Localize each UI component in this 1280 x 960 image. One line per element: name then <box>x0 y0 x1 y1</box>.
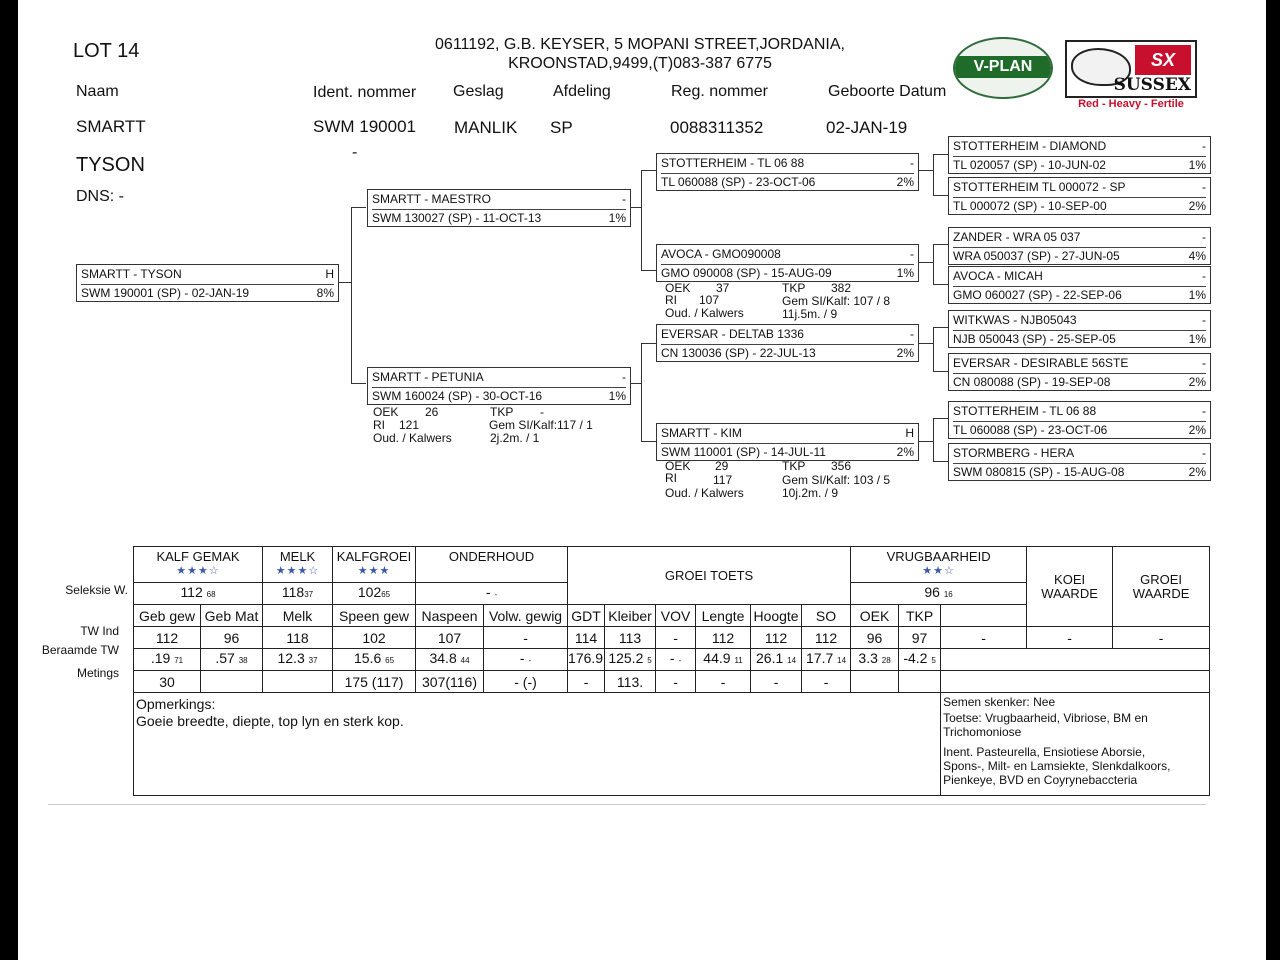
dsd-mark: - <box>1202 356 1206 370</box>
beraamde-tw-cell <box>656 649 696 671</box>
tw-ind-value: 113 <box>605 627 656 649</box>
tw-ind-value: 112 <box>696 627 751 649</box>
value-naam: SMARTT <box>76 117 146 136</box>
sd-mark: - <box>910 247 914 261</box>
seleksie-vrugbaarheid-acc: 16 <box>943 590 953 599</box>
sd-id: GMO 090008 (SP) - 15-AUG-09 <box>661 266 832 280</box>
vplan-logo-text: V-PLAN <box>953 56 1053 78</box>
sdd-name: AVOCA - MICAH <box>953 269 1043 283</box>
ssd-mark: - <box>1202 180 1206 194</box>
group-kalf-gemak <box>134 547 263 583</box>
sire-pct: 1% <box>608 211 626 225</box>
opmerkings-text: Goeie breedte, diepte, top lyn en sterk kop. <box>136 713 404 729</box>
dam-stat-tkp: - <box>540 405 544 419</box>
dam-stat-oud: 2j.2m. / 1 <box>490 431 540 445</box>
metings-value: 307(116) <box>416 671 484 693</box>
breeder-address-line1: 0611192, G.B. KEYSER, 5 MOPANI STREET,JORDANIA, <box>435 36 845 53</box>
beraamde-tw-accuracy: 38 <box>238 656 248 665</box>
dam-id: SWM 160024 (SP) - 30-OCT-16 <box>372 389 543 403</box>
beraamde-tw-value: 15.6 <box>353 650 382 666</box>
beraamde-tw-cell <box>696 649 751 671</box>
vrugbaarheid-stars-icon: ★★☆ <box>922 565 955 577</box>
group-kalfgroei <box>333 547 416 583</box>
toetse-line1: Toetse: Vrugbaarheid, Vibriose, BM en <box>943 711 1148 725</box>
row-label-beraamde: Beraamde TW <box>41 643 119 657</box>
tw-ind-value: 112 <box>751 627 802 649</box>
dd-stat-oek: 29 <box>715 459 729 473</box>
opmerkings-cell <box>134 693 941 796</box>
pedigree-sss <box>948 136 1211 174</box>
sussex-logo <box>1065 40 1197 114</box>
label-geboorte: Geboorte Datum <box>828 83 947 100</box>
sd-stat-oud: 11j.5m. / 9 <box>782 307 838 321</box>
dam-stat-ri-label: RI <box>373 418 385 432</box>
beraamde-tw-cell <box>802 649 851 671</box>
column-header: Naspeen <box>416 605 484 627</box>
value-reg: 0088311352 <box>670 118 764 137</box>
group-melk <box>263 547 333 583</box>
dam-stat-tkp-label: TKP <box>490 405 514 419</box>
groei-waarde-line1: GROEI <box>1140 571 1183 587</box>
group-onderhoud: ONDERHOUD <box>416 547 568 583</box>
seleksie-melk-value: 118 <box>281 584 305 600</box>
beraamde-tw-accuracy: 11 <box>734 656 743 665</box>
dsd-name: EVERSAR - DESIRABLE 56STE <box>953 356 1129 370</box>
seleksie-kalf-gemak-value: 112 <box>180 584 203 600</box>
ds-mark: - <box>910 327 914 341</box>
column-header: Geb gew <box>134 605 201 627</box>
metings-value: 113. <box>605 671 656 693</box>
metings-value <box>851 671 899 693</box>
dss-id: NJB 050043 (SP) - 25-SEP-05 <box>953 332 1116 346</box>
tw-ind-waarde-value: - <box>941 627 1027 649</box>
pedigree-sire-sire <box>656 153 919 191</box>
seleksie-onderhoud <box>416 583 568 605</box>
label-geslag: Geslag <box>453 83 504 100</box>
semen-donor: Semen skenker: Nee <box>943 695 1056 709</box>
column-header: GDT <box>568 605 605 627</box>
sussex-wordmark: SUSSEX <box>1113 75 1191 95</box>
sire-mark: - <box>622 192 626 206</box>
metings-value: - <box>568 671 605 693</box>
kalfgroei-stars-icon: ★★★ <box>357 565 391 577</box>
koei-waarde <box>1027 547 1113 627</box>
beraamde-tw-cell <box>201 649 263 671</box>
dss-name: WITKWAS - NJB05043 <box>953 313 1077 327</box>
beraamde-tw-accuracy: 44 <box>460 656 470 665</box>
column-header: Melk <box>263 605 333 627</box>
group-vrugbaarheid-label: VRUGBAARHEID <box>886 549 991 564</box>
value-geslag: MANLIK <box>454 118 518 137</box>
sds-name: ZANDER - WRA 05 037 <box>953 230 1081 244</box>
beraamde-tw-cell <box>134 649 201 671</box>
label-ident: Ident. nommer <box>313 84 417 101</box>
dsd-id: CN 080088 (SP) - 19-SEP-08 <box>953 375 1111 389</box>
sd-stat-gem: Gem SI/Kalf: 107 / 8 <box>782 294 891 308</box>
tw-ind-value: 102 <box>333 627 416 649</box>
row-label-seleksie: Seleksie W. <box>65 583 128 597</box>
ds-id: CN 130036 (SP) - 22-JUL-13 <box>661 346 816 360</box>
dd-mark: H <box>905 426 914 440</box>
ssd-name: STOTTERHEIM TL 000072 - SP <box>953 180 1126 194</box>
dds-pct: 2% <box>1188 423 1206 437</box>
dsd-pct: 2% <box>1188 375 1206 389</box>
column-header: Kleiber <box>605 605 656 627</box>
dd-stat-tkp-label: TKP <box>782 459 806 473</box>
beraamde-tw-value: 3.3 <box>858 650 878 666</box>
seleksie-melk-acc: 37 <box>304 590 314 599</box>
sire-id: SWM 130027 (SP) - 11-OCT-13 <box>372 211 542 225</box>
seleksie-onderhoud-value: - <box>485 584 491 600</box>
column-header: Lengte <box>696 605 751 627</box>
tw-ind-value: 107 <box>416 627 484 649</box>
inent-line3: Pienkeye, BVD en Coyrynebaccteria <box>943 773 1138 787</box>
dd-stat-oek-label: OEK <box>665 459 691 473</box>
opmerkings-row <box>134 693 1210 796</box>
sussex-tagline: Red - Heavy - Fertile <box>1078 98 1184 110</box>
beraamde-tw-accuracy: - <box>528 656 532 665</box>
beraamde-tw-accuracy: 28 <box>881 656 891 665</box>
seleksie-vrugbaarheid <box>851 583 1027 605</box>
sds-mark: - <box>1202 230 1206 244</box>
seleksie-kalf-gemak <box>134 583 263 605</box>
sss-pct: 1% <box>1188 158 1206 172</box>
tw-ind-row <box>134 627 1210 649</box>
dd-stat-oud-label: Oud. / Kalwers <box>665 486 744 500</box>
beraamde-waarde-blank <box>941 649 1210 671</box>
sss-id: TL 020057 (SP) - 10-JUN-02 <box>953 158 1106 172</box>
sd-stat-ri-label: RI <box>665 293 677 307</box>
sd-stat-oek-label: OEK <box>665 281 691 295</box>
kalf-gemak-stars-icon: ★★★☆ <box>176 565 220 577</box>
metings-value: - <box>802 671 851 693</box>
label-afdeling: Afdeling <box>553 83 611 100</box>
pedigree-sire-dam <box>656 244 919 282</box>
metings-value <box>263 671 333 693</box>
beraamde-tw-cell <box>605 649 656 671</box>
tw-ind-value: 97 <box>899 627 941 649</box>
animal-name-label: SMARTT - TYSON <box>81 267 182 281</box>
dds-mark: - <box>1202 404 1206 418</box>
column-header: Hoogte <box>751 605 802 627</box>
pedigree-sds <box>948 227 1211 265</box>
value-ident: SWM 190001 <box>313 117 416 136</box>
pedigree-dss <box>948 310 1211 348</box>
pedigree-ddd <box>948 443 1211 481</box>
beraamde-tw-value: - <box>519 650 525 666</box>
sd-stat-oek: 37 <box>716 281 730 295</box>
dns: DNS: - <box>76 188 124 205</box>
sds-id: WRA 050037 (SP) - 27-JUN-05 <box>953 249 1120 263</box>
seleksie-kalf-gemak-acc: 68 <box>206 590 216 599</box>
tw-ind-value: - <box>484 627 568 649</box>
column-header: OEK <box>851 605 899 627</box>
seleksie-onderhoud-acc: - <box>494 590 498 599</box>
label-naam: Naam <box>76 83 119 100</box>
tw-ind-value: 114 <box>568 627 605 649</box>
dd-stat-oud: 10j.2m. / 9 <box>782 486 839 500</box>
column-header: VOV <box>656 605 696 627</box>
dd-name: SMARTT - KIM <box>661 426 742 440</box>
dam-stat-gem: Gem SI/Kalf:117 / 1 <box>489 418 593 432</box>
pedigree-dam-dam <box>656 423 919 461</box>
sd-stat-oud-label: Oud. / Kalwers <box>665 306 744 320</box>
column-header: Geb Mat <box>201 605 263 627</box>
column-header: TKP <box>899 605 941 627</box>
pedigree-dds <box>948 401 1211 439</box>
beraamde-tw-value: 176.9 <box>568 650 604 666</box>
toetse-line2: Trichomoniose <box>943 725 1022 739</box>
sd-name: AVOCA - GMO090008 <box>661 247 781 261</box>
dam-stat-oek: 26 <box>425 405 439 419</box>
ss-mark: - <box>910 156 914 170</box>
dd-stat-gem: Gem SI/Kalf: 103 / 5 <box>782 473 891 487</box>
sdd-id: GMO 060027 (SP) - 22-SEP-06 <box>953 288 1122 302</box>
dam-stat-ri: 121 <box>399 418 420 432</box>
sdd-pct: 1% <box>1188 288 1206 302</box>
beraamde-tw-cell <box>899 649 941 671</box>
groei-waarde-line2: WAARDE <box>1132 585 1190 601</box>
dd-stat-ri: 117 <box>713 473 733 487</box>
group-kalf-gemak-label: KALF GEMAK <box>156 549 240 564</box>
beraamde-tw-accuracy: 5 <box>647 656 652 665</box>
opmerkings-label: Opmerkings: <box>136 696 216 712</box>
inent-line2: Spons-, Milt- en Lamsiekte, Slenkdalkoors, <box>943 759 1171 773</box>
metings-value: - (-) <box>484 671 568 693</box>
tw-ind-value: 112 <box>802 627 851 649</box>
dds-id: TL 060088 (SP) - 23-OCT-06 <box>953 423 1108 437</box>
ssd-id: TL 000072 (SP) - 10-SEP-00 <box>953 199 1107 213</box>
beraamde-tw-cell <box>484 649 568 671</box>
tw-ind-waarde-value: - <box>1027 627 1113 649</box>
group-kalfgroei-label: KALFGROEI <box>336 549 412 564</box>
beraamde-tw-value: .57 <box>215 650 235 666</box>
beraamde-tw-accuracy: 37 <box>308 656 318 665</box>
beraamde-tw-accuracy: 14 <box>787 656 797 665</box>
column-header: Volw. gewig <box>484 605 568 627</box>
beraamde-tw-cell <box>568 649 605 671</box>
koei-waarde-line2: WAARDE <box>1041 585 1098 601</box>
beraamde-tw-accuracy: 65 <box>385 656 395 665</box>
pedigree-ssd <box>948 177 1211 215</box>
beraamde-tw-value: 125.2 <box>608 650 644 666</box>
dam-name: SMARTT - PETUNIA <box>372 370 484 384</box>
group-melk-label: MELK <box>279 549 316 564</box>
tw-ind-value: - <box>656 627 696 649</box>
pedigree-animal <box>76 264 339 302</box>
sd-stat-tkp: 382 <box>831 281 852 295</box>
animal-mark: H <box>325 267 334 281</box>
ddd-pct: 2% <box>1188 465 1206 479</box>
beraamde-tw-value: 44.9 <box>703 650 731 666</box>
inent-line1: Inent. Pasteurella, Ensiotiese Aborsie, <box>943 745 1146 759</box>
beraamde-tw-value: .19 <box>150 650 171 666</box>
value-geboorte: 02-JAN-19 <box>826 118 908 137</box>
tw-ind-value: 96 <box>851 627 899 649</box>
beraamde-tw-cell <box>851 649 899 671</box>
lot-number: LOT 14 <box>73 40 140 62</box>
groei-waarde <box>1113 547 1210 627</box>
ident-dash: - <box>352 144 358 161</box>
dam-pct: 1% <box>608 389 626 403</box>
vplan-logo <box>953 37 1053 99</box>
performance-table <box>133 546 1210 796</box>
pedigree-sire <box>367 189 631 227</box>
sd-stat-tkp-label: TKP <box>782 281 806 295</box>
beraamde-tw-row <box>134 649 1210 671</box>
ddd-name: STORMBERG - HERA <box>953 446 1075 460</box>
dss-mark: - <box>1202 313 1206 327</box>
page-divider <box>48 804 1206 805</box>
sss-name: STOTTERHEIM - DIAMOND <box>953 139 1107 153</box>
seleksie-melk <box>263 583 333 605</box>
value-afdeling: SP <box>550 118 573 137</box>
seleksie-kalfgroei-acc: 65 <box>381 590 391 599</box>
metings-value <box>899 671 941 693</box>
beraamde-tw-accuracy: 71 <box>174 656 184 665</box>
sss-mark: - <box>1202 139 1206 153</box>
seleksie-kalfgroei <box>333 583 416 605</box>
notes-cell <box>941 693 1210 796</box>
sire-name: SMARTT - MAESTRO <box>372 192 491 206</box>
animal-name: TYSON <box>76 154 145 176</box>
ds-pct: 2% <box>896 346 914 360</box>
column-header: SO <box>802 605 851 627</box>
dd-stat-ri-label: RI <box>665 471 677 485</box>
ss-pct: 2% <box>896 175 914 189</box>
ssd-pct: 2% <box>1188 199 1206 213</box>
animal-id: SWM 190001 (SP) - 02-JAN-19 <box>81 286 250 300</box>
dss-pct: 1% <box>1188 332 1206 346</box>
tw-ind-value: 118 <box>263 627 333 649</box>
metings-value: - <box>696 671 751 693</box>
beraamde-tw-value: 26.1 <box>756 650 784 666</box>
beraamde-tw-value: - <box>669 650 675 666</box>
beraamde-tw-cell <box>416 649 484 671</box>
breeder-address-line2: KROONSTAD,9499,(T)083-387 6775 <box>508 55 772 72</box>
column-header: Speen gew <box>333 605 416 627</box>
pedigree-dsd <box>948 353 1211 391</box>
group-vrugbaarheid <box>851 547 1027 583</box>
koei-waarde-line1: KOEI <box>1054 571 1086 587</box>
pedigree-sheet <box>18 0 1266 960</box>
metings-value: - <box>656 671 696 693</box>
metings-value: 175 (117) <box>333 671 416 693</box>
metings-row <box>134 671 1210 693</box>
metings-value: - <box>751 671 802 693</box>
sd-stat-ri: 107 <box>699 293 720 307</box>
tw-ind-waarde-value: - <box>1113 627 1210 649</box>
ss-name: STOTTERHEIM - TL 06 88 <box>661 156 805 170</box>
ddd-id: SWM 080815 (SP) - 15-AUG-08 <box>953 465 1125 479</box>
group-header-row <box>134 547 1210 583</box>
metings-value: 30 <box>134 671 201 693</box>
dam-mark: - <box>622 370 626 384</box>
sx-mark: SX <box>1135 45 1191 75</box>
sds-pct: 4% <box>1188 249 1206 263</box>
beraamde-tw-cell <box>751 649 802 671</box>
animal-pct: 8% <box>316 286 334 300</box>
row-label-tw-ind: TW Ind <box>80 624 119 638</box>
tw-ind-value: 112 <box>134 627 201 649</box>
seleksie-kalfgroei-value: 102 <box>357 584 382 600</box>
beraamde-tw-accuracy: - <box>678 656 682 665</box>
group-groei-toets: GROEI TOETS <box>568 547 851 605</box>
dds-name: STOTTERHEIM - TL 06 88 <box>953 404 1097 418</box>
dd-id: SWM 110001 (SP) - 14-JUL-11 <box>661 445 826 459</box>
pedigree-sdd <box>948 266 1211 304</box>
row-label-metings: Metings <box>76 666 119 680</box>
beraamde-tw-accuracy: 5 <box>931 656 936 665</box>
dam-stat-oud-label: Oud. / Kalwers <box>373 431 452 445</box>
beraamde-tw-value: 17.7 <box>806 650 834 666</box>
metings-value <box>201 671 263 693</box>
melk-stars-icon: ★★★☆ <box>275 565 320 577</box>
sdd-mark: - <box>1202 269 1206 283</box>
dam-stat-oek-label: OEK <box>373 405 399 419</box>
beraamde-tw-value: 12.3 <box>277 650 305 666</box>
ds-name: EVERSAR - DELTAB 1336 <box>661 327 804 341</box>
ddd-mark: - <box>1202 446 1206 460</box>
metings-waarde-blank <box>941 671 1210 693</box>
beraamde-tw-cell <box>333 649 416 671</box>
pedigree-dam <box>367 367 631 405</box>
dd-stat-tkp: 356 <box>831 459 852 473</box>
sd-pct: 1% <box>896 266 914 280</box>
beraamde-tw-value: -4.2 <box>903 650 928 666</box>
seleksie-vrugbaarheid-value: 96 <box>924 584 940 600</box>
tw-ind-value: 96 <box>201 627 263 649</box>
label-reg: Reg. nommer <box>671 83 768 100</box>
beraamde-tw-accuracy: 14 <box>837 656 847 665</box>
dd-pct: 2% <box>896 445 914 459</box>
ss-id: TL 060088 (SP) - 23-OCT-06 <box>661 175 816 189</box>
beraamde-tw-value: 34.8 <box>429 650 457 666</box>
pedigree-dam-sire <box>656 324 919 362</box>
beraamde-tw-cell <box>263 649 333 671</box>
